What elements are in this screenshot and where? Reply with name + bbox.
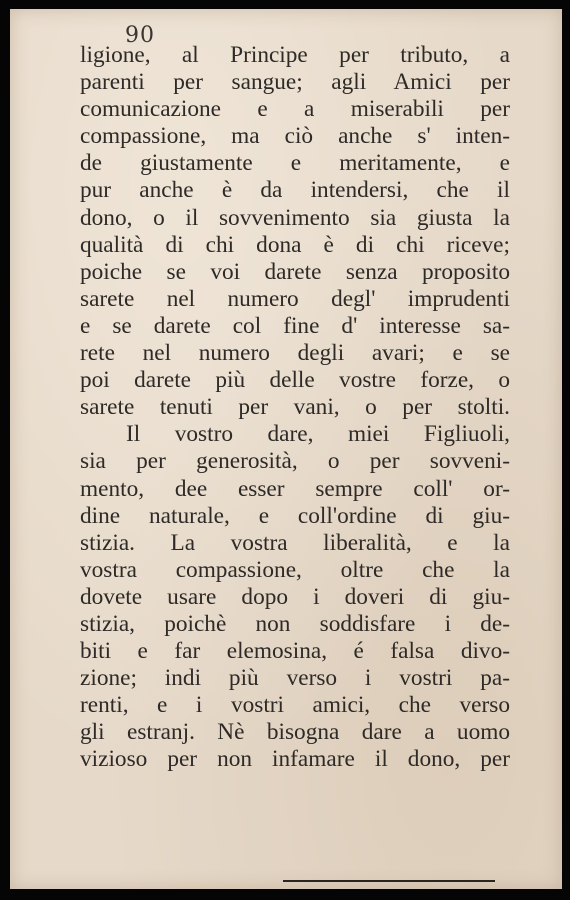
text-line: gli estranj. Nè bisogna dare a uomo (80, 719, 510, 746)
text-line: dine naturale, e coll'ordine di giu- (80, 502, 510, 529)
text-line: vostra compassione, oltre che la (80, 556, 510, 583)
text-line: dovete usare dopo i doveri di giu- (80, 583, 510, 610)
text-line: pur anche è da intendersi, che il (80, 177, 510, 204)
text-line: ligione, al Principe per tributo, a (80, 42, 510, 68)
paragraph-start-line: Il vostro dare, miei Figliuoli, (126, 421, 510, 448)
text-line: poi darete più delle vostre forze, o (80, 367, 510, 394)
text-line: sarete nel numero degl' imprudenti (80, 285, 510, 312)
text-line: comunicazione e a miserabili per (80, 96, 510, 123)
text-line: parenti per sangue; agli Amici per (80, 69, 510, 96)
text-line: de giustamente e meritamente, e (80, 150, 510, 177)
text-line: sarete tenuti per vani, o per stolti. (80, 394, 510, 421)
book-page (10, 9, 562, 889)
footer-rule (283, 880, 495, 882)
text-line: zione; indi più verso i vostri pa- (80, 665, 510, 692)
text-line: mento, dee esser sempre coll' or- (80, 475, 510, 502)
text-line: dono, o il sovvenimento sia giusta la (80, 204, 510, 231)
text-line: qualità di chi dona è di chi riceve; (80, 231, 510, 258)
text-line: rete nel numero degli avari; e se (80, 340, 510, 367)
text-line: poiche se voi darete senza proposito (80, 258, 510, 285)
body-text (80, 42, 510, 774)
text-line: stizia. La vostra liberalità, e la (80, 529, 510, 556)
page-number: 90 (125, 23, 155, 48)
text-line: compassione, ma ciò anche s' inten- (80, 123, 510, 150)
text-line: biti e far elemosina, é falsa divo- (80, 638, 510, 665)
text-line: sia per generosità, o per sovveni- (80, 448, 510, 475)
text-line: renti, e i vostri amici, che verso (80, 692, 510, 719)
text-line: stizia, poichè non soddisfare i de- (80, 610, 510, 637)
text-line: vizioso per non infamare il dono, per (80, 746, 510, 773)
text-line: e se darete col fine d' interesse sa- (80, 312, 510, 339)
